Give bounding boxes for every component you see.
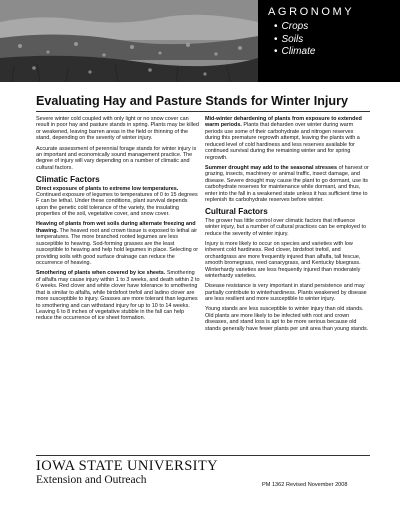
paragraph-lead: Smothering of plants when covered by ice sheets. bbox=[36, 270, 166, 277]
left-text-column bbox=[36, 116, 200, 326]
body-paragraph: Injury is more likely to occur on species and varieties with low inherent cold hardiness. Red clover, birdsfoot trefoil, and orchardgrass are more frequently injured than alfalfa, tall fescue, smooth bromegrass, reed canarygrass, and Kentucky bluegrass. Winterhardy varieties are less frequently injured than moderately winterhardy varieties. bbox=[205, 240, 361, 280]
paragraph-body: of harvest or grazing, insects, machinery or animal traffic, insect damage, and disease. Severe drought may cause the plant to go dormant, use its carbohydrate reserves for maintenance while dormant, and thus, enter into the fall in a weakened state unless it has sufficient time to replenish its carbohydrate reserves before winter. bbox=[205, 164, 369, 204]
agronomy-header-box bbox=[258, 0, 400, 82]
intro-paragraph: Severe winter cold coupled with only light or no snow cover can result in poor hay and pasture stands in spring. Plants may be killed or weakened, leaving barren areas in the field or thinning of the stand, depending on the severity of winter injury. bbox=[36, 116, 199, 142]
paragraph-body: Continued exposure of legumes to temperatures of 0 to 15 degrees F can be lethal. Under these conditions, plant survival depends upon the genetic cold tolerance of the variety, the insulating properties of the soil, vegetative cover, and snow cover. bbox=[36, 191, 198, 218]
university-wordmark: IOWA STATE UNIVERSITY bbox=[36, 458, 219, 474]
topic-list bbox=[268, 21, 400, 59]
snowy-field-illustration bbox=[0, 0, 258, 82]
topic-item: • Soils bbox=[268, 34, 400, 47]
body-paragraph bbox=[205, 165, 369, 204]
section-heading-cultural: Cultural Factors bbox=[205, 207, 268, 217]
topic-item: • Climate bbox=[268, 46, 400, 59]
paragraph-body: Smothering of alfalfa may cause injury within 1 to 3 weeks, and death within 2 to 6 weeks. Red clover and white clover have tolerance to smothering that is similar to alfalfa, while birdsfoot trefoil and ladino clover are more susceptible to injury. Grasses are more tolerant than legumes to smothering and can withstand injury for up to 10 to 14 weeks. Leaving 6 to 8 inches of vegetative stubble in the fall can help reduce the occurrence of ice sheet formation. bbox=[36, 270, 200, 322]
paragraph-lead: Direct exposure of plants to extreme low temperatures. bbox=[36, 185, 179, 192]
paragraph-body: Plants that deharden over winter during warm periods use some of their carbohydrate and nitrogen reserves during this premature regrowth attempt, leaving the plants with a reduced level of cold hardiness and less reserves available for continued survival during the remaining winter and for spring regrowth. bbox=[205, 122, 360, 161]
extension-unit-name: Extension and Outreach bbox=[36, 474, 147, 486]
body-paragraph bbox=[36, 186, 200, 218]
body-paragraph bbox=[36, 270, 200, 322]
title-divider bbox=[36, 111, 370, 112]
section-heading-climatic: Climatic Factors bbox=[36, 175, 100, 184]
publication-info: PM 1362 Revised November 2008 bbox=[262, 482, 348, 488]
topic-item: • Crops bbox=[268, 21, 400, 34]
body-paragraph: Disease resistance is very important in stand persistence and may partially contribute to winterhardiness. Plants weakened by disease are less resilient and more susceptible to winter injury. bbox=[205, 283, 367, 303]
program-name: AGRONOMY bbox=[268, 6, 355, 18]
paragraph-lead: Mid-winter dehardening of plants from exposure to extended warm periods. bbox=[205, 116, 362, 129]
right-text-column bbox=[205, 116, 369, 336]
paragraph-body: The heaved root and crown tissue is exposed to lethal air temperatures. The more branched rooted legumes are less susceptible to heaving. Sod-forming grasses are the least susceptible to heaving and help hold legumes in place. Selecting or providing soils with good surface drainage can reduce the occurrence of heaving. bbox=[36, 227, 199, 267]
paragraph-lead: Summer drought may add to the seasonal stresses bbox=[205, 164, 338, 171]
body-paragraph bbox=[205, 116, 369, 161]
body-paragraph bbox=[36, 221, 200, 266]
intro-paragraph: Accurate assessment of perennial forage stands for winter injury is an important and economically sound management practice. The degree of injury will vary depending on a number of climatic and cultural factors. bbox=[36, 145, 197, 171]
page-title: Evaluating Hay and Pasture Stands for Winter Injury bbox=[36, 94, 348, 108]
body-paragraph: The grower has little control over climatic factors that influence winter injury, but a number of cultural practices can be employed to reduce the severity of winter injury. bbox=[205, 217, 366, 237]
body-paragraph: Young stands are less susceptible to winter injury than old stands. Old plants are more likely to be infected with root and crown diseases, and stand loss is apt to be more serious because old stands generally have fewer plants per unit area than young stands. bbox=[205, 306, 369, 332]
paragraph-lead: Heaving of plants from wet soils during alternate freezing and thawing. bbox=[36, 221, 196, 234]
footer-divider bbox=[36, 455, 370, 456]
